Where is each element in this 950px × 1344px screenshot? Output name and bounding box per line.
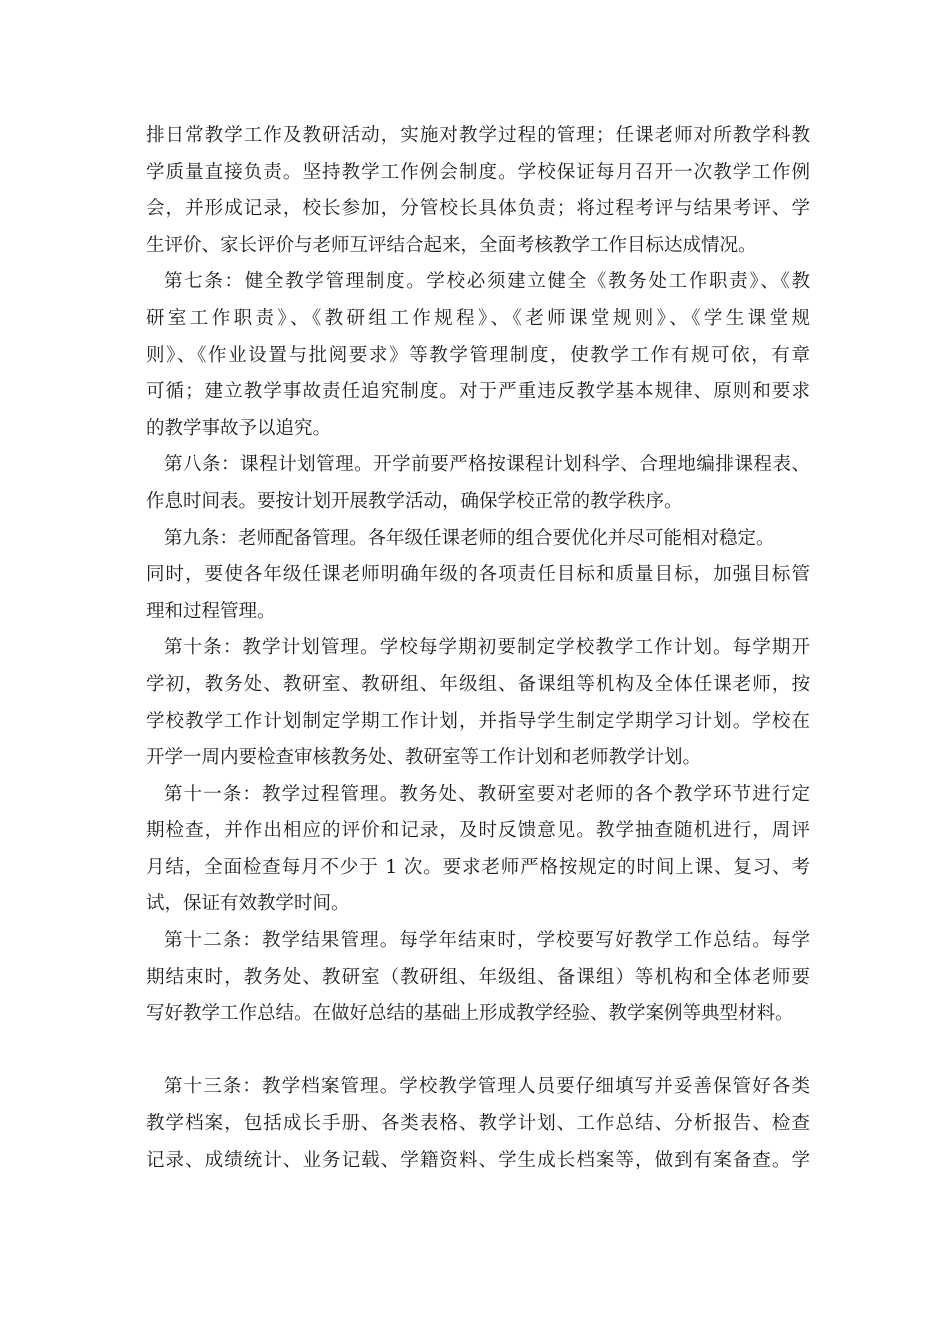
text-line: 期结束时，教务处、教研室（教研组、年级组、备课组）等机构和全体老师要 — [146, 966, 810, 988]
text-line: 学质量直接负责。坚持教学工作例会制度。学校保证每月召开一次教学工作例 — [146, 161, 810, 183]
paragraph-continuation — [146, 118, 810, 264]
text-line: 记录、成绩统计、业务记载、学籍资料、学生成长档案等，做到有案备查。学 — [146, 1149, 810, 1171]
text-line: 第十二条：教学结果管理。每学年结束时，学校要写好教学工作总结。每学 — [164, 930, 810, 952]
text-line: 第七条：健全教学管理制度。学校必须建立健全《教务处工作职责》、《教 — [164, 271, 810, 293]
text-line: 则》、《作业设置与批阅要求》等教学管理制度，使教学工作有规可依，有章 — [146, 344, 810, 366]
text-line: 排日常教学工作及教研活动，实施对教学过程的管理；任课老师对所教学科教 — [146, 125, 810, 146]
text-line: 第十三条：教学档案管理。学校教学管理人员要仔细填写并妥善保管好各类 — [164, 1076, 810, 1098]
paragraph-article-8 — [146, 447, 810, 520]
blank-line — [146, 1033, 810, 1070]
text-line: 理和过程管理。 — [146, 600, 276, 622]
paragraph-article-11 — [146, 777, 810, 923]
text-line: 第九条：老师配备管理。各年级任课老师的组合要优化并尽可能相对稳定。 — [164, 527, 775, 549]
paragraph-article-12 — [146, 923, 810, 1033]
text-line: 试，保证有效教学时间。 — [146, 893, 350, 915]
text-line: 学校教学工作计划制定学期工作计划，并指导学生制定学期学习计划。学校在 — [146, 710, 810, 732]
text-line: 教学档案，包括成长手册、各类表格、教学计划、工作总结、分析报告、检查 — [146, 1113, 810, 1135]
text-line: 作息时间表。要按计划开展教学活动，确保学校正常的教学秩序。 — [146, 490, 683, 512]
text-line: 研室工作职责》、《教研组工作规程》、《老师课堂规则》、《学生课堂规 — [146, 307, 810, 329]
text-line: 学初，教务处、教研室、教研组、年级组、备课组等机构及全体任课老师，按 — [146, 673, 810, 695]
text-line: 第十条：教学计划管理。学校每学期初要制定学校教学工作计划。每学期开 — [164, 637, 810, 659]
text-line: 的教学事故予以追究。 — [146, 417, 332, 439]
paragraph-article-10 — [146, 630, 810, 776]
text-line: 第八条：课程计划管理。开学前要严格按课程计划科学、合理地编排课程表、 — [164, 454, 810, 476]
text-line: 期检查，并作出相应的评价和记录，及时反馈意见。教学抽查随机进行，周评 — [146, 820, 810, 842]
paragraph-article-7 — [146, 264, 810, 447]
text-line: 第十一条：教学过程管理。教务处、教研室要对老师的各个教学环节进行定 — [164, 783, 810, 805]
text-line: 可循；建立教学事故责任追究制度。对于严重违反教学基本规律、原则和要求 — [146, 381, 810, 403]
text-line: 写好教学工作总结。在做好总结的基础上形成教学经验、教学案例等典型材料。 — [146, 1003, 794, 1025]
text-line: 同时，要使各年级任课老师明确年级的各项责任目标和质量目标，加强目标管 — [146, 564, 810, 586]
paragraph-article-9 — [146, 521, 810, 631]
text-line: 会，并形成记录，校长参加，分管校长具体负责；将过程考评与结果考评、学 — [146, 198, 810, 220]
text-line: 月结，全面检查每月不少于 1 次。要求老师严格按规定的时间上课、复习、考 — [146, 856, 810, 878]
text-line: 开学一周内要检查审核教务处、教研室等工作计划和老师教学计划。 — [146, 747, 702, 769]
paragraph-article-13 — [146, 1069, 810, 1179]
document-body — [146, 118, 810, 1179]
text-line: 生评价、家长评价与老师互评结合起来，全面考核教学工作目标达成情况。 — [146, 234, 757, 256]
